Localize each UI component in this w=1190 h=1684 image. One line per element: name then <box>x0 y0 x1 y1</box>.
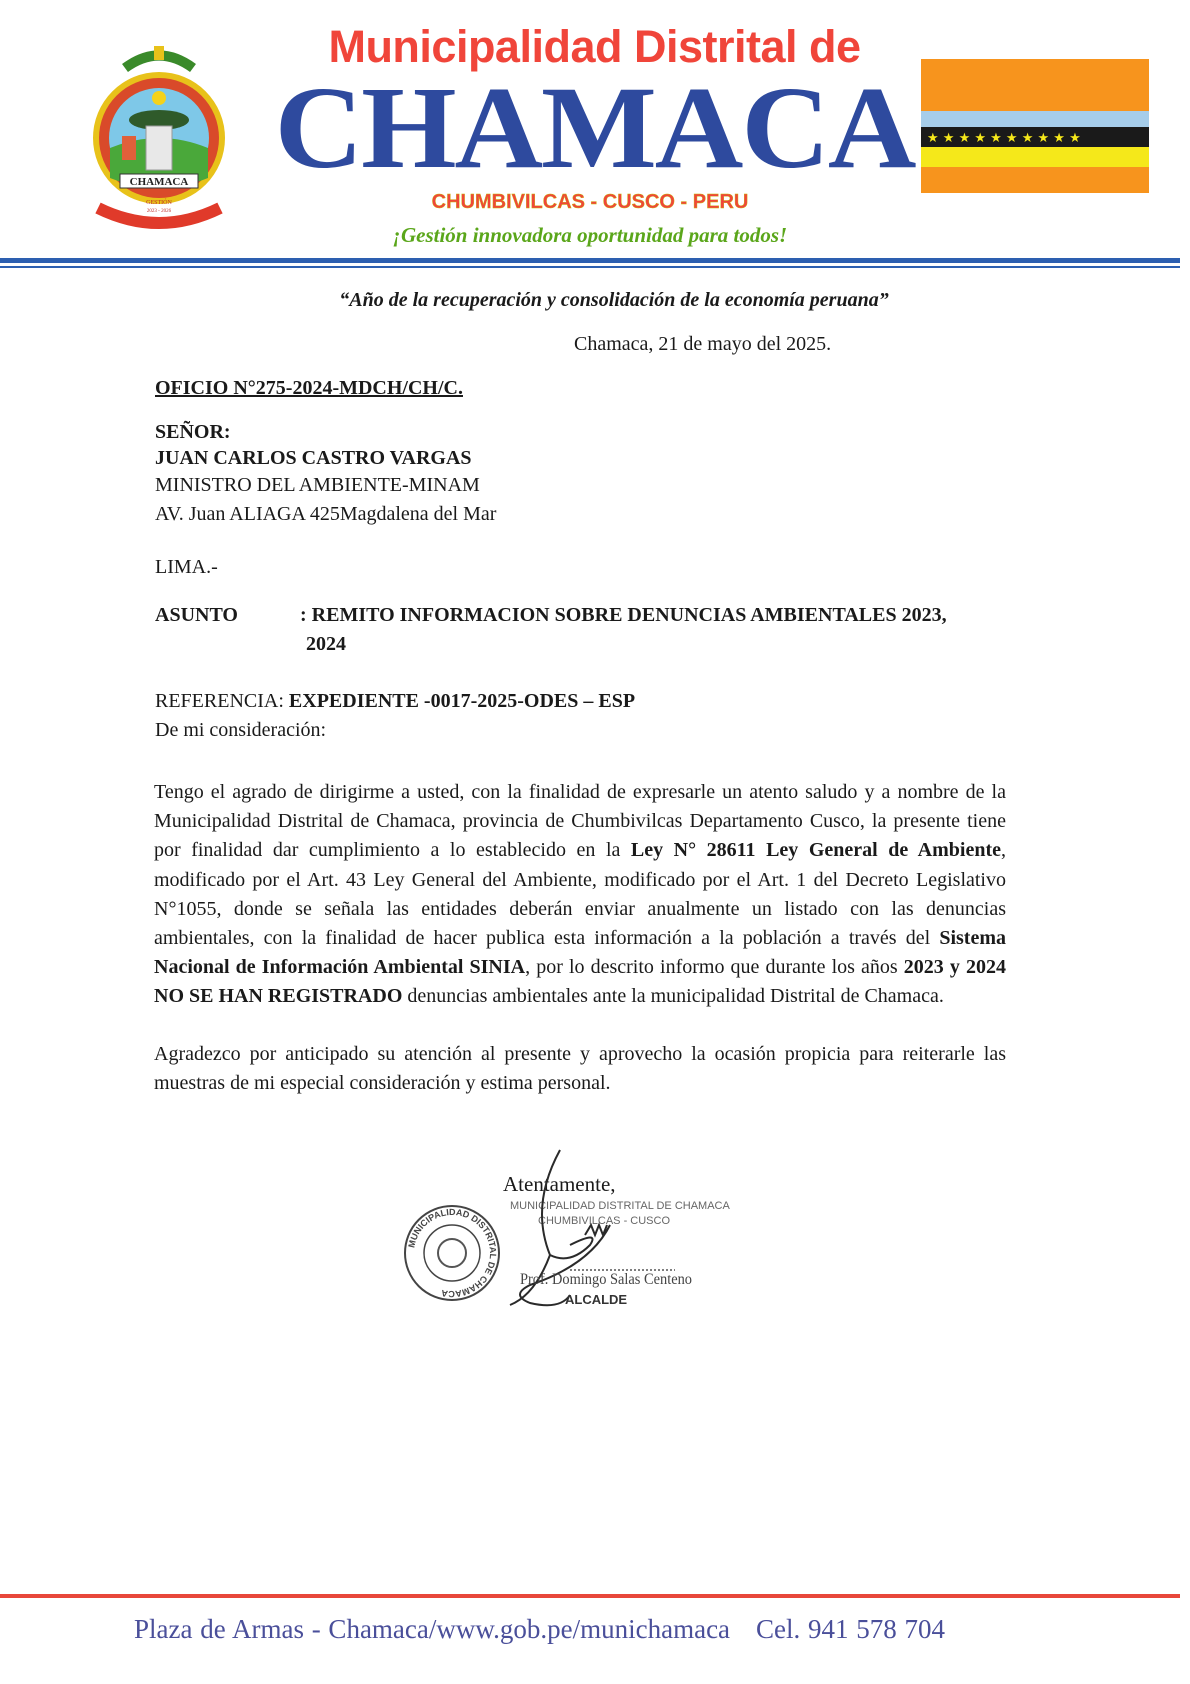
subject-line2: 2024 <box>306 633 346 655</box>
sinia-reference: Sistema Nacional de Información Ambiental SINIA <box>154 927 1006 979</box>
svg-text:CHAMACA: CHAMACA <box>129 176 189 188</box>
footer-divider <box>0 1594 1180 1598</box>
body-text: denuncias ambientales ante la municipalidad Distrital de Chamaca. <box>402 985 944 1008</box>
svg-text:MUNICIPALIDAD DISTRITAL DE CHA <box>406 1207 498 1299</box>
handwritten-signature <box>490 1145 690 1315</box>
header-divider-thin <box>0 266 1180 268</box>
footer-contact <box>134 1614 945 1645</box>
body-paragraph-1 <box>154 778 1006 1012</box>
no-complaints-statement: 2023 y 2024 NO SE HAN REGISTRADO <box>154 956 1006 1008</box>
signer-name: Prof. Domingo Salas Centeno <box>520 1271 692 1288</box>
recipient-position: MINISTRO DEL AMBIENTE-MINAM <box>155 474 480 496</box>
law-reference: Ley N° 28611 Ley General de Ambiente <box>630 839 1001 862</box>
stamp-line-1: MUNICIPALIDAD DISTRITAL DE CHAMACA <box>510 1200 730 1212</box>
district-flag <box>921 59 1149 193</box>
stamp-round-text: MUNICIPALIDAD DISTRITAL DE CHAMACA <box>406 1206 499 1300</box>
svg-text:★ ★ ★ ★ ★ ★ ★ ★ ★ ★: ★ ★ ★ ★ ★ ★ ★ ★ ★ ★ <box>927 131 1081 146</box>
signer-title: ALCALDE <box>565 1292 628 1307</box>
body-text: Tengo el agrado de dirigirme a usted, con la finalidad de expresarle un atento saludo y a nombre de la Municipalidad Distrital de Chamaca, provincia de Chumbivilcas Departamento Cusco, la presente tiene por finalidad dar cumplimiento a lo establecido en la <box>154 781 1006 862</box>
recipient-city: LIMA.- <box>155 556 218 578</box>
header-slogan: ¡Gestión innovadora oportunidad para todos! <box>392 223 788 247</box>
footer-address: Plaza de Armas - Chamaca/www.gob.pe/munichamaca <box>134 1614 731 1644</box>
header-subtitle: CHUMBIVILCAS - CUSCO - PERU <box>431 191 749 213</box>
recipient-salutation: SEÑOR: <box>155 421 231 443</box>
subject-label: ASUNTO <box>155 604 238 626</box>
header-divider <box>0 258 1180 263</box>
closing: Atentamente, <box>503 1172 616 1196</box>
svg-text:GESTIÓN: GESTIÓN <box>146 200 172 206</box>
letter-date: Chamaca, 21 de mayo del 2025. <box>574 333 832 355</box>
body-text: , modificado por el Art. 43 Ley General del Ambiente, modificado por el Art. 1 del Decreto Legislativo N°1055, donde se señala las entidades deberán enviar anualmente un listado con las denuncias ambientales, con la finalidad de hacer publica esta información a la población a través del <box>154 839 1006 950</box>
header-title-line1: Municipalidad Distrital de <box>328 21 861 72</box>
subject-line1: : REMITO INFORMACION SOBRE DENUNCIAS AMBIENTALES 2023, <box>300 604 947 626</box>
recipient-name: JUAN CARLOS CASTRO VARGAS <box>155 447 472 469</box>
oficio-number: OFICIO N°275-2024-MDCH/CH/C. <box>155 377 463 399</box>
footer-phone: Cel. 941 578 704 <box>756 1614 946 1644</box>
greeting: De mi consideración: <box>155 719 327 741</box>
official-round-stamp <box>402 1203 502 1303</box>
municipal-coat-of-arms-logo <box>80 38 238 230</box>
year-motto: “Año de la recuperación y consolidación de la economía peruana” <box>339 289 889 311</box>
referencia-label: REFERENCIA: <box>155 690 289 712</box>
body-paragraph-2: Agradezco por anticipado su atención al presente y aprovecho la ocasión propicia para reiterarle las muestras de mi especial consideración y estima personal. <box>154 1042 1006 1094</box>
letter-body <box>154 778 1006 1098</box>
referencia-value: EXPEDIENTE -0017-2025-ODES – ESP <box>288 690 636 712</box>
referencia <box>155 687 635 715</box>
recipient-address: AV. Juan ALIAGA 425Magdalena del Mar <box>155 503 497 525</box>
body-text: , por lo descrito informo que durante los años <box>525 956 904 979</box>
header-title-chamaca: CHAMACA <box>274 62 915 193</box>
svg-text:2023 - 2026: 2023 - 2026 <box>146 209 172 214</box>
stamp-line-2: CHUMBIVILCAS - CUSCO <box>538 1215 671 1227</box>
